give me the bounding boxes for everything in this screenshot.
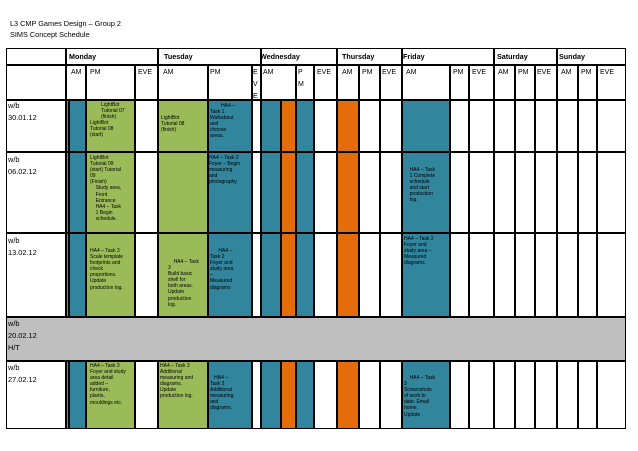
week-label-3 [8,236,37,258]
week-4-line-3: H/T [8,343,20,352]
day-wednesday: Wednesday [260,52,300,61]
week5-cell-sun-pm [578,361,597,429]
week2-cell-sun-eve [597,152,626,233]
sub-thu-eve: EVE [382,69,397,76]
week2-cell-tue-eve [252,152,261,233]
day-monday: Monday [69,52,97,61]
sub-wed-am: AM [263,69,274,76]
week1-cell-wed-am2 [281,100,296,152]
week-3-line-2: 13.02.12 [8,248,37,257]
week2-cell-thu-eve [380,152,402,233]
week2-cell-wed-am2 [281,152,296,233]
week2-cell-sat-am [494,152,515,233]
week5-cell-mon-am [69,361,86,429]
week5-cell-mon-pre [66,361,69,429]
week5-cell-wed-eve [314,361,337,429]
week2-cell-mon-am [69,152,86,233]
week-4-line-1: w/b [8,319,20,328]
week3-cell-fri-eve [469,233,494,317]
week1-cell-sun-am [557,100,578,152]
sub-wed-eve: EVE [317,69,332,76]
sub-wed-m: M [298,81,304,88]
week5-cell-fri-pm [450,361,469,429]
sub-mon-am: AM [71,69,82,76]
week-label-1 [8,101,37,123]
week3-cell-sun-am [557,233,578,317]
week3-cell-fri-pm [450,233,469,317]
week1-cell-thu-eve [380,100,402,152]
week3-cell-wed-eve [314,233,337,317]
note-w1-tue-pm: HA4 – Task 1 Walkabout and choose areas. [210,103,236,140]
week2-cell-sun-am [557,152,578,233]
week-label-5 [8,363,37,385]
note-w3-fri-am: HA4 – Task 2 Foyer and study area – Measured diagrams [404,236,434,267]
week1-cell-tue-eve [252,100,261,152]
sub-wed-p: P [298,69,303,76]
sub-fri-am: AM [406,69,417,76]
week3-cell-mon-am [69,233,86,317]
week2-cell-wed-eve [314,152,337,233]
week1-cell-sat-eve [535,100,557,152]
week1-cell-sat-am [494,100,515,152]
week1-cell-sun-eve [597,100,626,152]
week1-cell-mon-eve [135,100,158,152]
note-w1-tue-am: LightBot Tutorial 08 (finish) [161,115,185,134]
week-1-line-2: 30.01.12 [8,113,37,122]
week-3-line-1: w/b [8,236,20,245]
week3-cell-thu-pm [359,233,380,317]
week1-cell-fri-pm [450,100,469,152]
week3-cell-sun-pm [578,233,597,317]
day-saturday: Saturday [497,52,528,61]
week1-cell-fri-eve [469,100,494,152]
week5-cell-thu-eve [380,361,402,429]
week5-cell-wed-am2 [281,361,296,429]
week-label-4 [8,319,37,353]
week2-cell-tue-am [158,152,208,233]
note-w5-fri-am: HA4 – Task 3 Screenshots of work to date. Email home. Update [404,375,436,418]
week1-cell-wed-pm [296,100,314,152]
week5-cell-wed-am [261,361,281,429]
week2-cell-sat-pm [515,152,535,233]
sub-mon-pm: PM [90,69,101,76]
sub-fri-eve: EVE [472,69,487,76]
week2-cell-mon-eve [135,152,158,233]
week3-cell-wed-pm [296,233,314,317]
note-w5-mon-pm: HA4 – Task 3 Foyer and study area detail added – furniture, plants, mouldings etc. [90,363,126,406]
subheader-cell-week [6,65,66,100]
week2-cell-wed-am [261,152,281,233]
week1-cell-wed-eve [314,100,337,152]
note-w5-tue-pm: HA4 – Task 3 Additional measuring and diagrams. [210,375,234,412]
week3-cell-sat-eve [535,233,557,317]
week1-cell-mon-am [69,100,86,152]
week3-cell-sat-pm [515,233,535,317]
week-5-line-1: w/b [8,363,20,372]
week2-cell-thu-pm [359,152,380,233]
week2-cell-fri-eve [469,152,494,233]
sub-thu-am: AM [342,69,353,76]
sub-sun-pm: PM [581,69,592,76]
note-w3-mon-pm: HA4 – Task 3 Scale template footprints and check proportions. Update production log. [90,248,124,291]
day-tuesday: Tuesday [164,52,193,61]
week1-cell-thu-am [337,100,359,152]
title-line-2: SIMS Concept Schedule [10,30,90,39]
sub-sat-am: AM [498,69,509,76]
sub-mon-eve: EVE [138,69,153,76]
week3-cell-wed-am [261,233,281,317]
sub-sun-am: AM [561,69,572,76]
week3-cell-thu-eve [380,233,402,317]
sub-tue-eve-1: E [253,69,258,76]
sub-sat-pm: PM [518,69,529,76]
sub-thu-pm: PM [362,69,373,76]
note-w3-tue-am: HA4 – Task 3 Build basic shell for both areas. Update production log. [168,259,200,308]
note-w5-tue-am: HA4 – Task 3 Additional measuring and diagrams. Update production log. [160,363,194,400]
week-2-line-2: 06.02.12 [8,167,37,176]
halfterm-row [6,317,626,361]
note-w1-mon-pm: LightBot Tutorial 07 (finish) LightBot Tutorial 08 (start) [90,102,125,139]
sub-tue-am: AM [163,69,174,76]
week2-cell-sun-pm [578,152,597,233]
week1-cell-fri-am [402,100,450,152]
week2-cell-sat-eve [535,152,557,233]
week3-cell-sun-eve [597,233,626,317]
sub-tue-eve-3: E [253,93,258,100]
week3-cell-thu-am [337,233,359,317]
sub-fri-pm: PM [453,69,464,76]
day-friday: Friday [403,52,425,61]
header-cell-corner [6,48,66,65]
week5-cell-sat-eve [535,361,557,429]
week3-cell-tue-eve [252,233,261,317]
title-line-1: L3 CMP Games Design – Group 2 [10,19,121,28]
sub-tue-eve-2: V [253,81,258,88]
week5-cell-sat-pm [515,361,535,429]
week-2-line-1: w/b [8,155,20,164]
sub-tue-pm: PM [210,69,221,76]
sub-sun-eve: EVE [600,69,615,76]
week5-cell-sat-am [494,361,515,429]
week5-cell-mon-eve [135,361,158,429]
week2-cell-mon-pre [66,152,69,233]
week5-cell-sun-am [557,361,578,429]
week5-cell-wed-pm [296,361,314,429]
sub-sat-eve: EVE [537,69,552,76]
week5-cell-tue-eve [252,361,261,429]
week-label-2 [8,155,37,177]
week3-cell-sat-am [494,233,515,317]
week1-cell-thu-pm [359,100,380,152]
week1-cell-wed-am [261,100,281,152]
note-w2-mon-pm: LightBot Tutorial 09 (start) Tutorial 09 (Finish) Study area, Front Entrance HA4 – Task 1 Begin schedule. [90,155,122,222]
week-1-line-1: w/b [8,101,20,110]
week3-cell-wed-am2 [281,233,296,317]
day-sunday: Sunday [559,52,585,61]
week-4-line-2: 20.02.12 [8,331,37,340]
week2-cell-fri-pm [450,152,469,233]
week3-cell-mon-pre [66,233,69,317]
week2-cell-wed-pm [296,152,314,233]
week2-cell-thu-am [337,152,359,233]
week-5-line-2: 27.02.12 [8,375,37,384]
note-w2-fri-am: HA4 – Task 1 Complete schedule and start production log. [409,167,436,204]
week5-cell-thu-pm [359,361,380,429]
week5-cell-sun-eve [597,361,626,429]
week3-cell-mon-eve [135,233,158,317]
week5-cell-thu-am [337,361,359,429]
week5-cell-fri-eve [469,361,494,429]
week1-cell-sun-pm [578,100,597,152]
week1-cell-mon-pre [66,100,69,152]
week1-cell-sat-pm [515,100,535,152]
day-thursday: Thursday [342,52,375,61]
note-w3-tue-pm: HA4 – Task 2 Foyer and study area – Measured diagrams [210,248,234,291]
note-w2-tue-pm: HA4 – Task 2 Foyer – Begin measuring and photography [209,155,241,186]
